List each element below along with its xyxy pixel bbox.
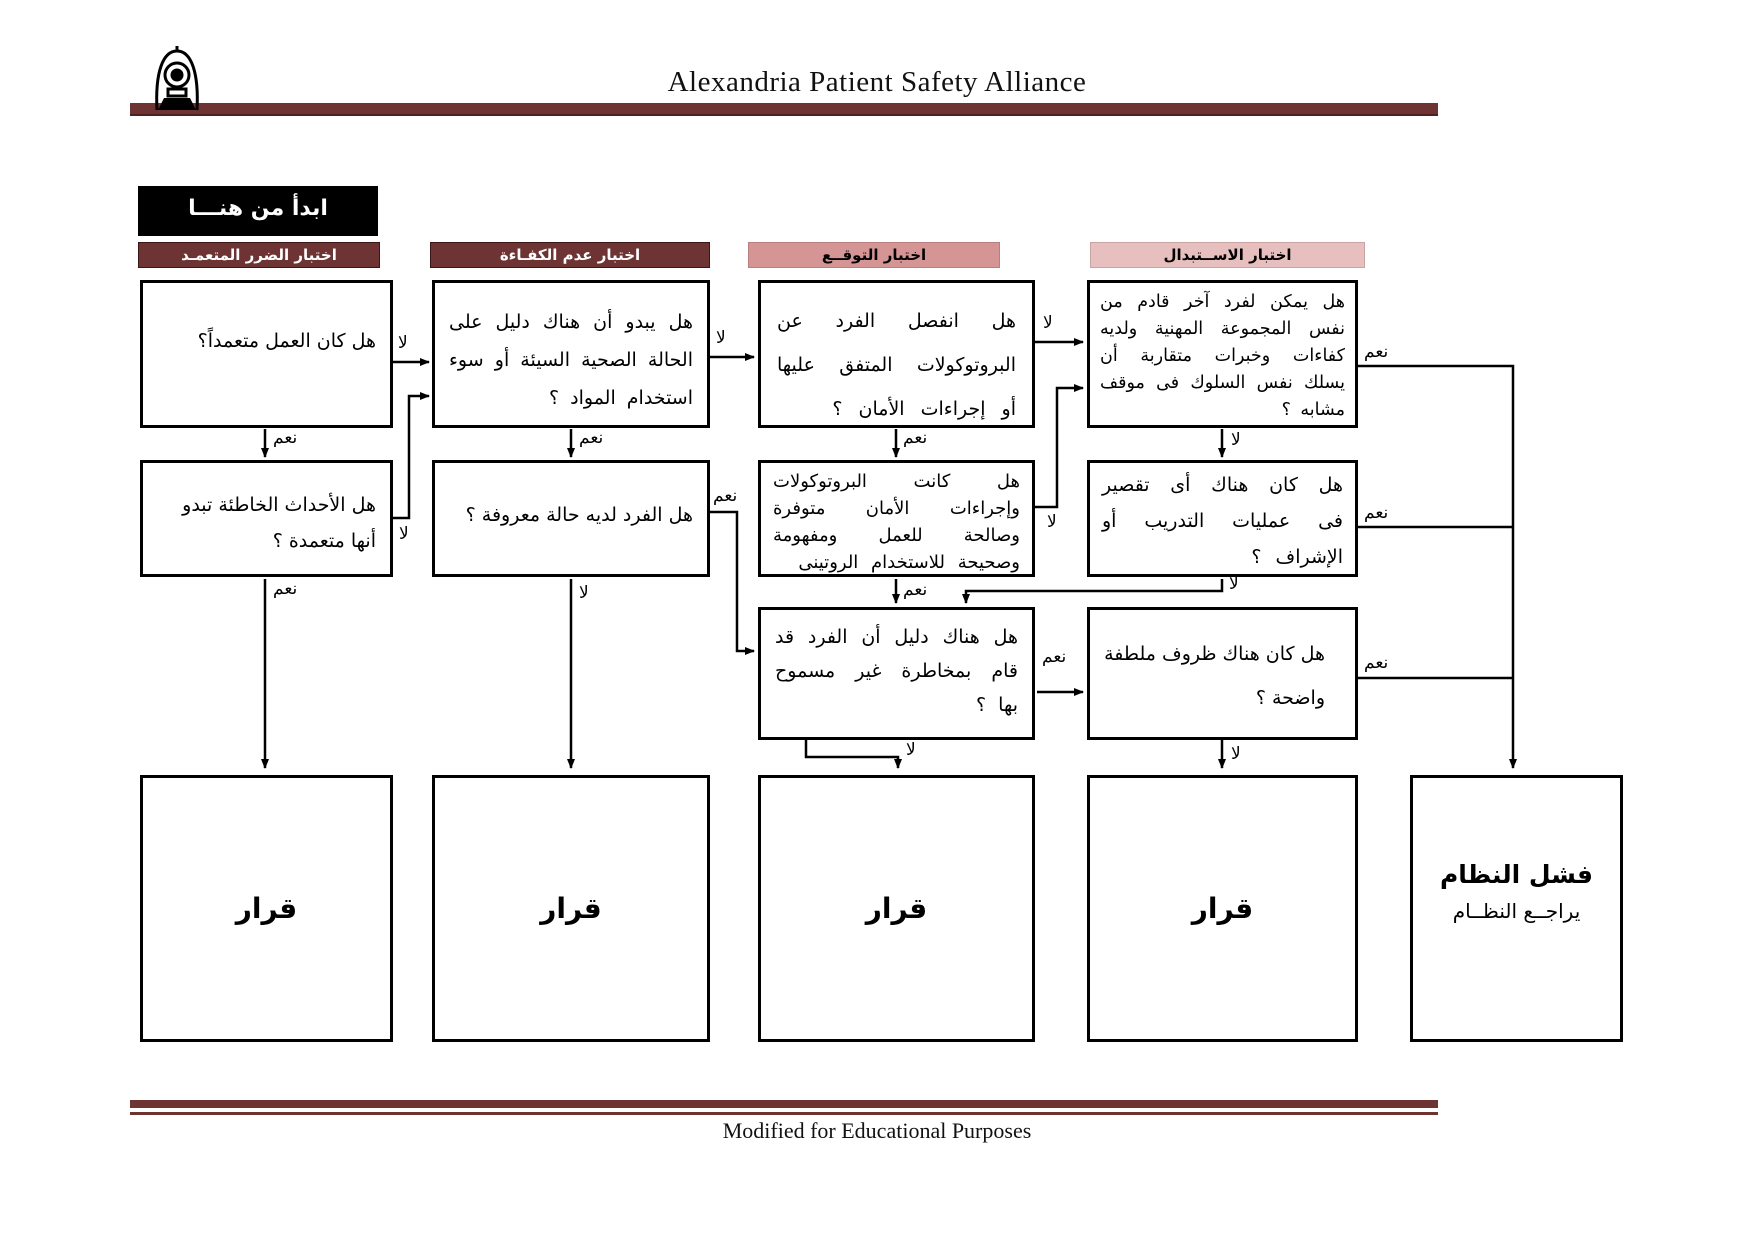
question-ill-health-evidence [432,280,710,428]
edge-label-q11-no: لا [398,333,408,353]
decision-box-2 [432,775,710,1042]
question-substitution-behavior [1087,280,1358,428]
edge-label-q21-yes: نعم [579,428,604,448]
question-text: هل كان العمل متعمداً؟ [197,330,376,352]
edge-label-q41-yes: نعم [1364,342,1389,362]
system-failure-title: فشل النظام [1439,860,1594,889]
question-deliberate-act [140,280,393,428]
question-text: هل الأحداث الخاطئة تبدو أنها متعمدة ؟ [182,494,376,552]
edge-label-q22-yes: نعم [713,486,738,506]
question-mitigating-circumstances [1087,607,1358,740]
edge-label-q33-no: لا [906,740,916,760]
question-wrongful-events-intended [140,460,393,577]
question-protocol-departure [758,280,1035,428]
decision-label: قرار [1191,892,1254,925]
question-text: هل كان هناك ظروف ملطفة واضحة ؟ [1104,643,1325,709]
decision-label: قرار [865,892,928,925]
question-unacceptable-risk [758,607,1035,740]
header-rule [130,103,1438,116]
page-title: Alexandria Patient Safety Alliance [667,66,1087,98]
question-text: هل يبدو أن هناك دليل على الحالة الصحية السيئة أو سوء استخدام المواد ؟ [449,311,693,409]
edge-label-q12-yes: نعم [273,579,298,599]
edge-label-q32-no: لا [1047,512,1057,532]
question-text: هل يمكن لفرد آخر قادم من نفس المجموعة المهنية ولديه كفاءات وخبرات متقاربة أن يسلك نفس السلوك فى موقف مشابه ؟ [1100,292,1345,420]
decision-box-1 [140,775,393,1042]
question-training-supervision-deficiency [1087,460,1358,577]
question-text: هل كان هناك أى تقصير فى عمليات التدريب أو الإشراف ؟ [1102,474,1343,568]
edge-label-q31-no: لا [1043,313,1053,333]
question-text: هل كانت البروتوكولات وإجراءات الأمان متوفرة وصالحة للعمل ومفهومة وصحيحة للاستخدام الروتينى [773,471,1020,573]
decision-box-3 [758,775,1035,1042]
edge-label-q43-no: لا [1231,744,1241,764]
decision-box-4 [1087,775,1358,1042]
decision-label: قرار [540,892,602,925]
question-known-condition [432,460,710,577]
edge-label-q32-yes: نعم [903,580,928,600]
edge-label-q41-no: لا [1231,430,1241,450]
test-header-deliberate-harm: اختبار الضرر المتعمـد [138,242,380,268]
edge-label-q33-yes: نعم [1042,647,1067,667]
edge-label-q21-no: لا [716,328,726,348]
edge-label-q31-yes: نعم [903,428,928,448]
edge-label-q42-no: لا [1229,574,1239,594]
lamp-icon [146,44,208,116]
edge-label-q12-no: لا [399,524,409,544]
edge-label-q22-no: لا [579,583,589,603]
question-text: هل الفرد لديه حالة معروفة ؟ [465,504,693,526]
question-protocols-available [758,460,1035,577]
edge-label-q43-yes: نعم [1364,653,1389,673]
footer-rule-thin [130,1112,1438,1115]
question-text: هل هناك دليل أن الفرد قد قام بمخاطرة غير مسموح بها ؟ [775,626,1018,716]
edge-label-q11-yes: نعم [273,428,298,448]
test-header-incapacity: اختبار عدم الكفـاءة [430,242,710,268]
system-failure-box [1410,775,1623,1042]
test-header-foresight: اختبار التوقــع [748,242,1000,268]
question-text: هل انفصل الفرد عن البروتوكولات المتفق عليها أو إجراءات الأمان ؟ [777,310,1016,420]
decision-label: قرار [235,892,298,925]
footer-note: Modified for Educational Purposes [722,1118,1032,1143]
system-failure-subtitle: يراجــع النظــام [1452,899,1581,923]
edge-label-q42-yes: نعم [1364,503,1389,523]
start-here-banner: ابدأ من هنـــا [138,186,378,236]
footer-rule-thick [130,1100,1438,1108]
test-header-substitution: اختبار الاســتبدال [1090,242,1365,268]
